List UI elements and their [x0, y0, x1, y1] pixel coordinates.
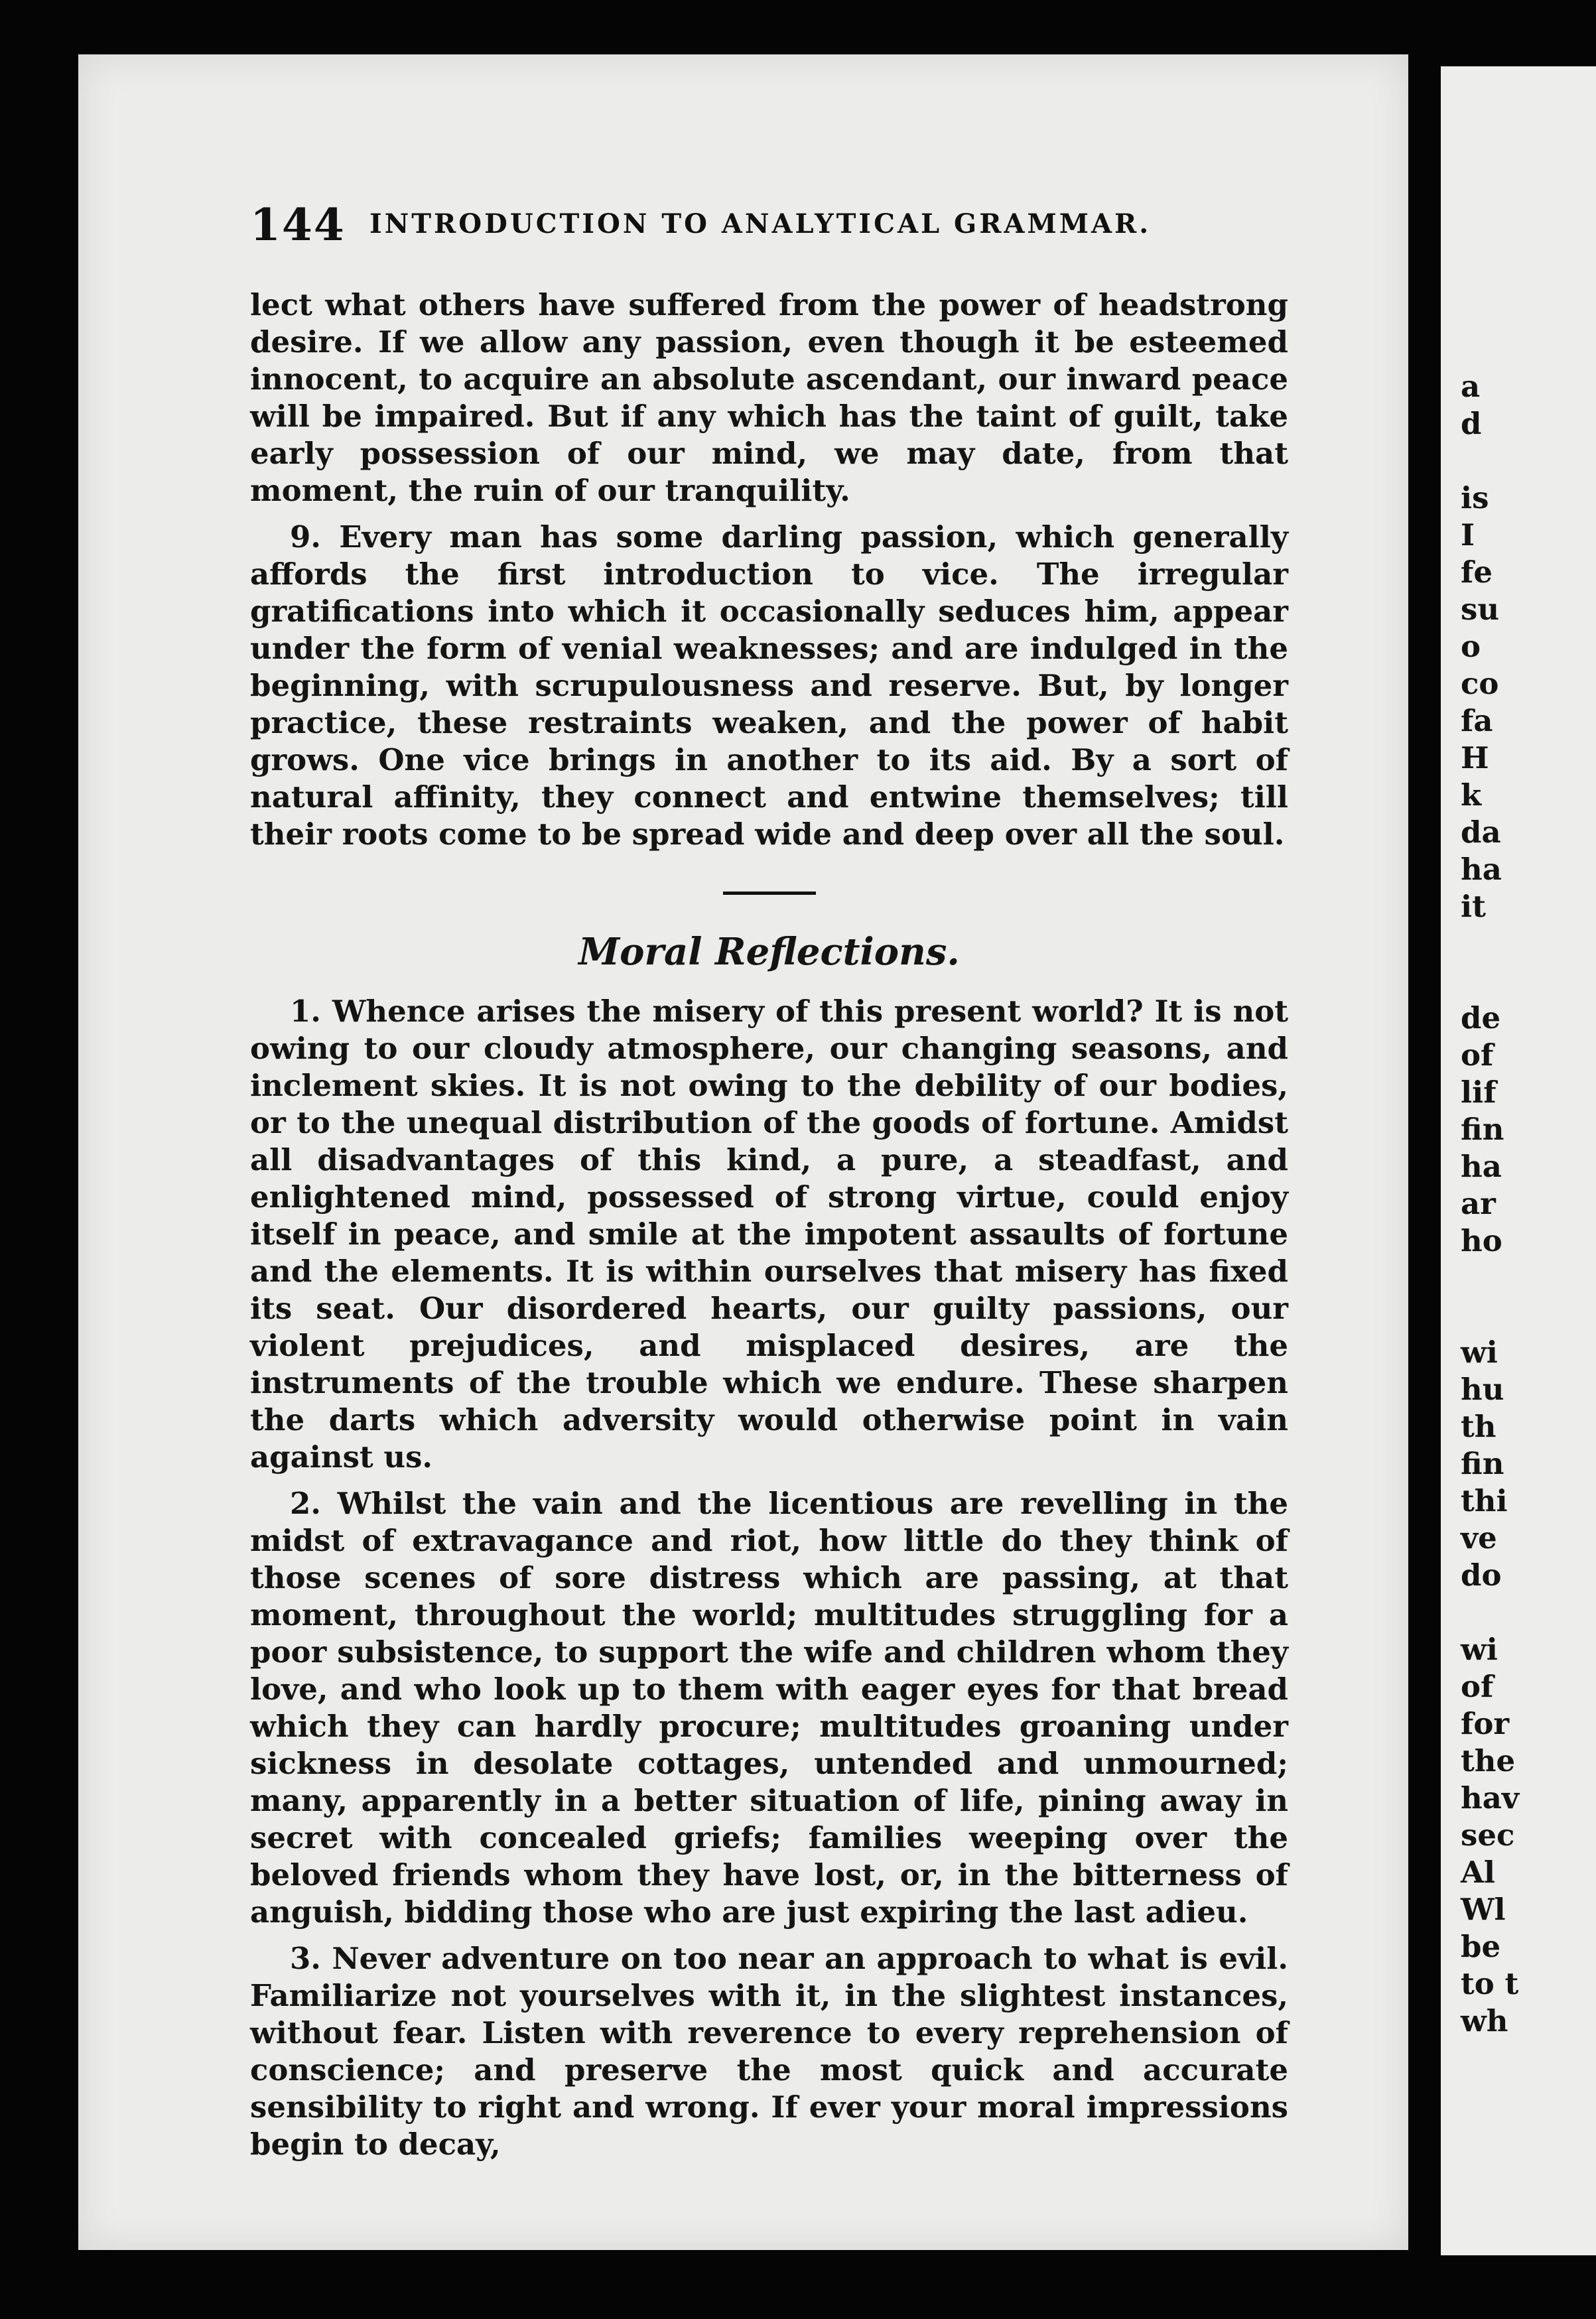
facing-page-fragment: I [1461, 517, 1475, 553]
facing-page-fragment: a [1461, 369, 1481, 404]
facing-page-fragment: su [1461, 592, 1500, 627]
facing-page-fragment: is [1461, 480, 1489, 515]
facing-page-fragment: lif [1461, 1075, 1496, 1110]
facing-page-fragment: th [1461, 1409, 1496, 1444]
paragraph: lect what others have suffered from the power of headstrong desire. If we allow any passion, even though it be esteemed innocent, to acquire an absolute ascendant, our inward peace will be impaired. But if any which has the taint of guilt, take early possession of our mind, we may date, from that moment, the ruin of our tranquility. [250, 287, 1288, 508]
facing-page-fragment: hu [1461, 1372, 1504, 1407]
facing-page-fragment: ha [1461, 852, 1502, 887]
facing-page-fragment [1461, 962, 1593, 1000]
edge-mark [0, 909, 15, 949]
facing-page-fragment: to t [1461, 1966, 1519, 2001]
paragraph-gap [250, 1931, 1288, 1940]
paragraph: 2. Whilst the vain and the licentious are revelling in the midst of extravagance and riot, how little do they think of those scenes of sore distress which are passing, at that moment, throughout the world; multitudes struggling for a poor subsistence, to support the wife and children whom they love, and who look up to them with eager eyes for that bread which they can hardly procure; multitudes groaning under sickness in desolate cottages, untended and unmourned; many, apparently in a better situation of life, pining away in secret with concealed griefs; families weeping over the beloved friends whom they have lost, or, in the bitterness of anguish, bidding those who are just expiring the last adieu. [250, 1486, 1288, 1930]
facing-page-fragment: ha [1461, 1149, 1502, 1184]
facing-page-fragment: be [1461, 1929, 1501, 1964]
paragraph: 9. Every man has some darling passion, which generally affords the first introduction to vice. The irregular gratifications into which it occasionally seduces him, appear under the form of venial weaknesses; and are indulged in the beginning, with scrupulousness and reserve. But, by longer practice, these restraints weaken, and the power of habit grows. One vice brings in another to its aid. By a sort of natural affinity, they connect and entwine themselves; till their roots come to be spread wide and deep over all the soul. [250, 519, 1288, 852]
facing-page-fragment: thi [1461, 1483, 1508, 1518]
facing-page-fragment: wh [1461, 2003, 1508, 2038]
facing-page-fragment: the [1461, 1743, 1516, 1778]
facing-page-fragment: ar [1461, 1186, 1496, 1221]
facing-page-fragment: Al [1461, 1855, 1496, 1890]
facing-page-fragment [1461, 1260, 1593, 1297]
page-body [250, 287, 1288, 2163]
facing-page-fragment: fa [1461, 703, 1493, 738]
facing-page-fragment: sec [1461, 1818, 1515, 1853]
facing-page-fragment: o [1461, 629, 1481, 664]
facing-page-fragment: ho [1461, 1223, 1502, 1258]
paragraph: 3. Never adventure on too near an approach to what is evil. Familiarize not yourselves with it, in the slightest instances, without fear. Listen with reverence to every reprehension of conscience; and preserve the most quick and accurate sensibility to right and wrong. If ever your moral impressions begin to decay, [250, 1941, 1288, 2162]
facing-page-fragment: of [1461, 1669, 1494, 1704]
page-number: 144 [250, 199, 346, 251]
page-header [250, 199, 1311, 259]
facing-page-fragment [1461, 1297, 1593, 1334]
facing-page-fragment: fin [1461, 1112, 1504, 1147]
running-title: INTRODUCTION TO ANALYTICAL GRAMMAR. [369, 208, 1152, 239]
facing-page-fragment: Wl [1461, 1892, 1506, 1927]
facing-page-fragment: it [1461, 889, 1486, 924]
facing-page-fragment: wi [1461, 1335, 1498, 1370]
facing-page-fragment: de [1461, 1000, 1501, 1035]
facing-page-fragment: hav [1461, 1780, 1520, 1816]
facing-page-fragment: d [1461, 406, 1482, 441]
facing-page-fragment: do [1461, 1557, 1502, 1593]
facing-page-fragment [1461, 1594, 1593, 1631]
paragraph: 1. Whence arises the misery of this present world? It is not owing to our cloudy atmosphere, our changing seasons, and inclement skies. It is not owing to the debility of our bodies, or to the unequal distribution of the goods of fortune. Amidst all disadvantages of this kind, a pure, a steadfast, and enlightened mind, possessed of strong virtue, could enjoy itself in peace, and smile at the impotent assaults of fortune and the elements. It is within ourselves that misery has fixed its seat. Our disordered hearts, our guilty passions, our violent prejudices, and misplaced desires, are the instruments of the trouble which we endure. These sharpen the darts which adversity would otherwise point in vain against us. [250, 994, 1288, 1475]
facing-page-text-fragments [1461, 368, 1593, 2040]
paragraphs-after-heading [250, 993, 1288, 2163]
facing-page-fragment: fe [1461, 555, 1493, 590]
facing-page-fragment: H [1461, 740, 1489, 775]
section-heading: Moral Reflections. [578, 930, 960, 974]
facing-page-fragment: ve [1461, 1520, 1497, 1556]
paragraph-gap [250, 509, 1288, 519]
facing-page-fragment: wi [1461, 1632, 1498, 1667]
paragraphs-before-heading [250, 287, 1288, 853]
facing-page-fragment: for [1461, 1706, 1510, 1741]
facing-page-fragment: k [1461, 777, 1482, 813]
facing-page [1441, 66, 1596, 2255]
section-divider-rule [723, 892, 816, 895]
facing-page-fragment: co [1461, 666, 1499, 701]
facing-page-fragment: da [1461, 815, 1501, 850]
facing-page-fragment: of [1461, 1037, 1494, 1073]
paragraph-gap [250, 1476, 1288, 1485]
facing-page-fragment: fin [1461, 1446, 1504, 1481]
facing-page-fragment [1461, 442, 1593, 480]
facing-page-fragment [1461, 925, 1593, 962]
